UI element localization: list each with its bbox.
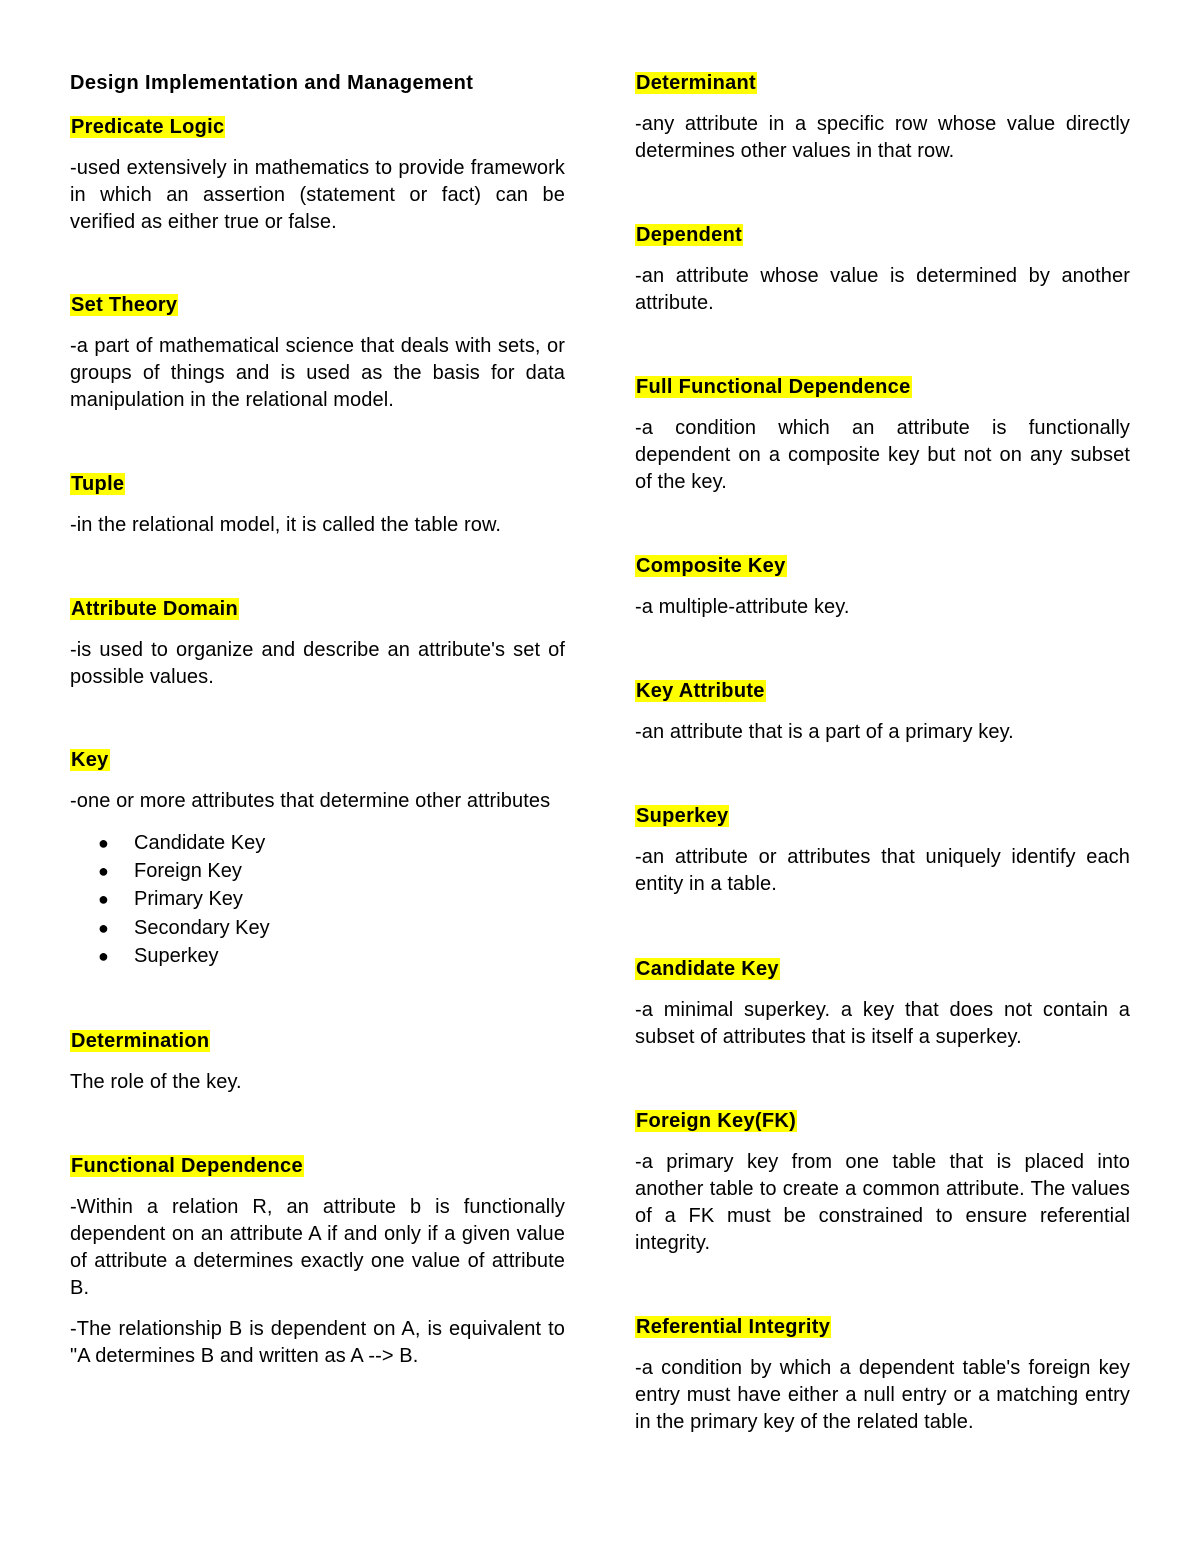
term-heading [635, 678, 1130, 705]
term-key: Key [71, 749, 109, 771]
term-heading [635, 956, 1130, 983]
term-superkey: Superkey [636, 805, 729, 827]
list-item: ● Superkey [70, 942, 565, 970]
list-item: ● Foreign Key [70, 857, 565, 885]
term-predicate-logic: Predicate Logic [71, 116, 225, 138]
left-column [70, 70, 565, 1370]
term-heading [70, 114, 565, 141]
definition-tuple: -in the relational model, it is called the table row. [70, 514, 502, 536]
term-functional-dependence: Functional Dependence [71, 1155, 303, 1178]
term-heading [70, 747, 565, 774]
definition-key-attribute: -an attribute that is a part of a primary key. [635, 721, 1014, 743]
term-heading [635, 803, 1130, 830]
term-heading [635, 70, 1130, 97]
term-determination: Determination [71, 1030, 210, 1053]
definition-determination: The role of the key. [70, 1071, 242, 1094]
definition-dependent: -an attribute whose value is determined by another attribute. [635, 265, 1130, 314]
definition-key: -one or more attributes that determine other attributes [70, 790, 551, 812]
term-key-attribute: Key Attribute [636, 680, 765, 702]
definition-set-theory: -a part of mathematical science that deals with sets, or groups of things and is used as the basis for data manipulation in the relational model. [70, 335, 565, 411]
bullet-icon: ● [98, 861, 109, 882]
term-heading [70, 1153, 565, 1180]
term-heading [635, 1108, 1130, 1135]
bullet-icon: ● [98, 833, 109, 853]
list-item: ● Candidate Key [70, 829, 565, 857]
definition-predicate-logic: -used extensively in mathematics to provide framework in which an assertion (statement or fact) can be verified as either true or false. [70, 157, 565, 233]
term-candidate-key: Candidate Key [636, 958, 779, 980]
right-column [635, 70, 1130, 1436]
key-types-list [70, 829, 565, 970]
bullet-icon: ● [98, 945, 109, 966]
term-heading [635, 553, 1130, 580]
term-heading [70, 1028, 565, 1055]
term-full-functional-dependence: Full Functional Dependence [636, 376, 911, 398]
definition-foreign-key: -a primary key from one table that is placed into another table to create a common attribute. The values of a FK must be constrained to ensure referential integrity. [635, 1151, 1130, 1254]
definition-candidate-key: -a minimal superkey. a key that does not contain a subset of attributes that is itself a superkey. [635, 999, 1130, 1048]
bullet-icon: ● [98, 889, 109, 910]
term-heading [70, 471, 565, 498]
term-attribute-domain: Attribute Domain [71, 598, 239, 620]
term-set-theory: Set Theory [71, 294, 178, 316]
term-composite-key: Composite Key [636, 555, 786, 577]
term-heading [635, 1314, 1130, 1341]
definition-composite-key: -a multiple-attribute key. [635, 596, 850, 618]
definition-full-functional-dependence: -a condition which an attribute is functionally dependent on a composite key but not on any subset of the key. [635, 417, 1130, 493]
list-item: ● Secondary Key [70, 914, 565, 942]
page-title: Design Implementation and Management [70, 72, 474, 94]
definition-determinant: -any attribute in a specific row whose value directly determines other values in that row. [635, 113, 1130, 162]
term-determinant: Determinant [636, 72, 756, 94]
definition-referential-integrity: -a condition by which a dependent table's foreign key entry must have either a null entry or a matching entry in the primary key of the related table. [635, 1357, 1130, 1433]
definition-functional-dependence-2: -The relationship B is dependent on A, is equivalent to "A determines B and written as A --> B. [70, 1318, 565, 1368]
term-foreign-key: Foreign Key(FK) [636, 1110, 797, 1132]
definition-attribute-domain: -is used to organize and describe an attribute's set of possible values. [70, 639, 565, 688]
definition-functional-dependence: -Within a relation R, an attribute b is functionally dependent on an attribute A if and only if a given value of attribute a determines exactly one value of attribute B. [70, 1196, 565, 1300]
term-heading [70, 596, 565, 623]
term-tuple: Tuple [71, 473, 125, 495]
term-heading [70, 292, 565, 319]
term-referential-integrity: Referential Integrity [636, 1316, 831, 1338]
definition-superkey: -an attribute or attributes that uniquely identify each entity in a table. [635, 846, 1130, 895]
list-item: ● Primary Key [70, 885, 565, 913]
bullet-icon: ● [98, 917, 109, 938]
term-dependent: Dependent [636, 224, 743, 246]
term-heading [635, 222, 1130, 249]
term-heading [635, 374, 1130, 401]
